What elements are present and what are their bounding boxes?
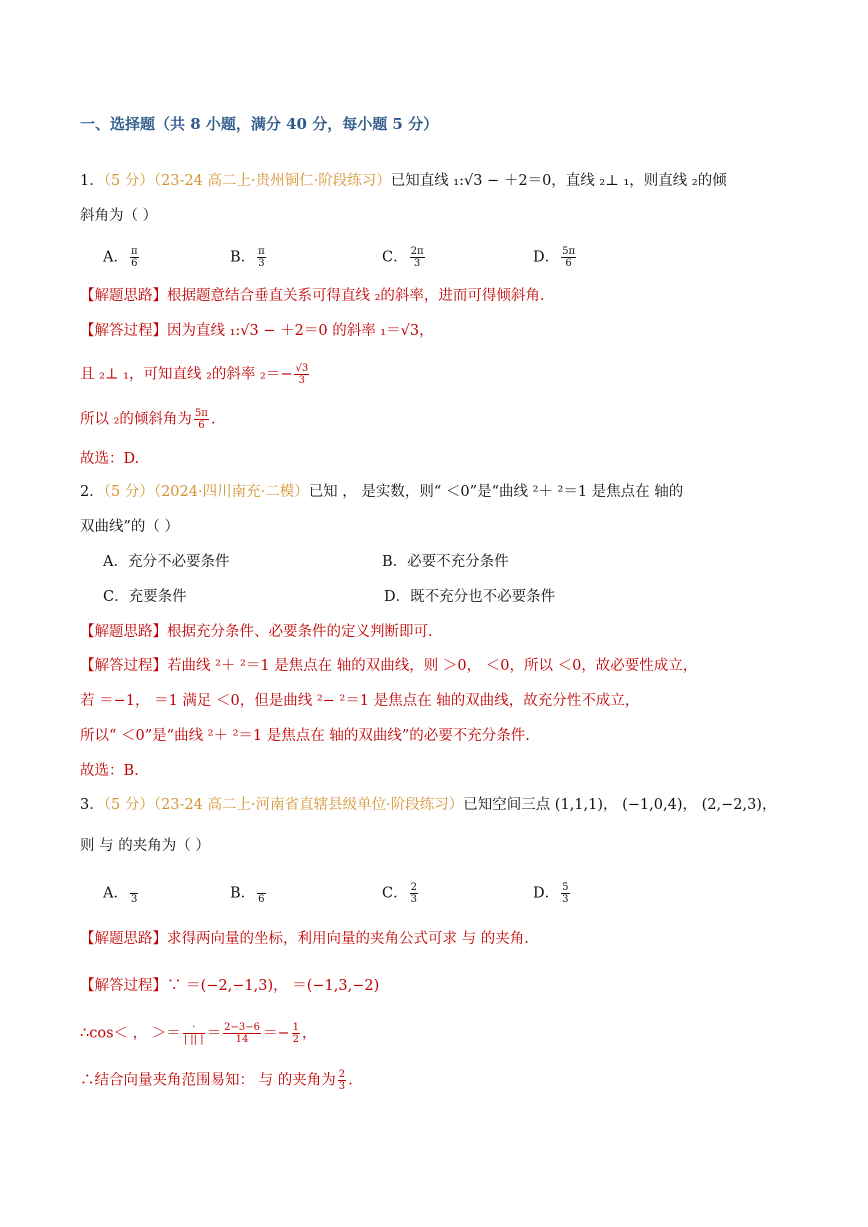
idea-text: 求得两向量的坐标，利用向量的夹角公式可求 与 的夹角. — [167, 931, 529, 947]
q1-option-a[interactable] — [103, 246, 141, 269]
q2-option-d[interactable]: D．既不充分也不必要条件 — [384, 589, 556, 605]
fraction: 3 — [130, 882, 138, 905]
q1-solution-process-2 — [80, 363, 311, 386]
fraction: $\frac{2}{3}$ — [338, 1069, 346, 1092]
process-text: ∴cos＜ ， ＞＝ — [80, 1025, 181, 1042]
process-text: 因为直线 ₁:√3 − ＋2＝0 的斜率 ₁＝√3， — [167, 323, 434, 339]
question-1-stem — [80, 171, 727, 191]
question-1-stem-cont: 斜角为（ ） — [80, 208, 158, 224]
q2-option-c[interactable]: C．充要条件 — [103, 589, 187, 605]
idea-tag: 【解题思路】 — [80, 931, 167, 947]
q3-option-d[interactable] — [533, 882, 572, 905]
q3-option-b[interactable] — [230, 882, 268, 905]
q3-solution-process-1 — [80, 976, 379, 996]
fraction: $\frac{1}{2}$ — [292, 1022, 299, 1045]
process-text: 若曲线 ²＋ ²＝1 是焦点在 轴的双曲线，则 ＞0， ＜0，所以 ＜0，故必要性成立， — [167, 658, 698, 674]
fraction: $\frac{2}{3}$ — [410, 882, 417, 905]
q1-answer: 故选：D. — [80, 451, 140, 467]
idea-text: 根据充分条件、必要条件的定义判断即可. — [167, 624, 433, 640]
q2-solution-process-2: 若 ＝−1， ＝1 满足 ＜0，但是曲线 ²− ²＝1 是焦点在 轴的双曲线，故充分性不成立， — [80, 693, 640, 709]
q2-option-b[interactable]: B．必要不充分条件 — [382, 554, 509, 570]
idea-tag: 【解题思路】 — [80, 288, 167, 304]
fraction: $\frac{\pi}{6}$ — [130, 246, 138, 269]
process-text: 所以 ₂的倾斜角为 — [80, 411, 192, 428]
q2-solution-process-3: 所以“ ＜0”是“曲线 ²＋ ²＝1 是焦点在 轴的双曲线”的必要不充分条件. — [80, 728, 530, 744]
option-label: A． — [103, 885, 128, 902]
section-title: 一、选择题（共 8 小题，满分 40 分，每小题 5 分） — [80, 115, 439, 133]
option-label: B． — [230, 885, 256, 902]
fraction: $\frac{2\pi}{3}$ — [410, 246, 424, 269]
process-text: 且 ₂⊥ ₁，可知直线 ₂的斜率 ₂＝− — [80, 366, 293, 383]
question-2-stem — [80, 482, 683, 502]
process-tag: 【解答过程】 — [80, 323, 167, 339]
q1-solution-process-1 — [80, 321, 434, 341]
q1-option-b[interactable] — [230, 246, 268, 269]
question-number: 2． — [80, 484, 104, 500]
question-text: 已知直线 ₁:√3 − ＋2＝0，直线 ₂⊥ ₁，则直线 ₂的倾 — [390, 173, 727, 189]
option-label: A． — [103, 249, 128, 266]
fraction: $\frac{√3}{3}$ — [295, 363, 309, 386]
fraction: $\frac{5}{3}$ — [562, 882, 569, 905]
q3-option-a[interactable] — [103, 882, 140, 905]
option-label: B． — [230, 249, 256, 266]
q3-option-c[interactable] — [382, 882, 420, 905]
process-tag: 【解答过程】 — [80, 658, 167, 674]
q3-solution-process-2: ∴cos＜ ， ＞＝ $\frac{\cdot}{| || |}$ ＝ $\frac{2-3-6}{14}$ ＝− $\frac{1}{2}$ ， — [80, 1022, 317, 1045]
option-label: D． — [533, 249, 560, 266]
question-3-stem-cont: 则 与 的夹角为（ ） — [80, 838, 210, 854]
idea-text: 根据题意结合垂直关系可得直线 ₂的斜率，进而可得倾斜角. — [167, 288, 545, 304]
question-3-stem — [80, 795, 776, 815]
question-number: 3． — [80, 797, 104, 813]
process-text: ∴结合向量夹角范围易知： 与 的夹角为 — [80, 1072, 336, 1089]
q1-option-c[interactable] — [382, 246, 427, 269]
option-label: D． — [533, 885, 560, 902]
fraction: $\frac{\cdot}{| || |}$ — [183, 1022, 204, 1045]
question-number: 1． — [80, 173, 104, 189]
process-text: ∵ ＝(−2,−1,3)， ＝(−1,3,−2) — [167, 978, 380, 994]
q1-solution-process-3: 所以 ₂的倾斜角为 $\frac{5\pi}{6}$ . — [80, 408, 216, 431]
question-2-stem-cont: 双曲线”的（ ） — [80, 519, 180, 535]
fraction: $\frac{2-3-6}{14}$ — [224, 1022, 260, 1045]
option-label: C． — [382, 249, 408, 266]
question-source: （5 分）（23-24 高二上·河南省直辖县级单位·阶段练习） — [103, 797, 464, 813]
q2-option-a[interactable]: A．充分不必要条件 — [103, 554, 230, 570]
q3-solution-process-3: ∴结合向量夹角范围易知： 与 的夹角为 $\frac{2}{3}$ . — [80, 1069, 353, 1092]
q1-solution-idea — [80, 286, 545, 306]
q2-answer: 故选：B. — [80, 763, 139, 779]
fraction: $\frac{\pi}{3}$ — [258, 246, 265, 269]
option-label: C． — [382, 885, 408, 902]
fraction: 6 — [257, 882, 265, 905]
q3-solution-idea — [80, 929, 529, 949]
q1-option-d[interactable] — [533, 246, 578, 269]
question-text: 已知 ， 是实数，则“ ＜0”是“曲线 ²＋ ²＝1 是焦点在 轴的 — [308, 484, 684, 500]
fraction: $\frac{5\pi}{6}$ — [194, 408, 208, 431]
process-tag: 【解答过程】 — [80, 978, 167, 994]
fraction: $\frac{5\pi}{6}$ — [562, 246, 576, 269]
question-source: （5 分）（2024·四川南充·二模） — [103, 484, 309, 500]
idea-tag: 【解题思路】 — [80, 624, 167, 640]
question-text: 已知空间三点 (1,1,1)， (−1,0,4)， (2,−2,3)， — [463, 797, 777, 813]
q2-solution-idea — [80, 622, 433, 642]
q2-solution-process-1 — [80, 656, 697, 676]
question-source: （5 分）（23-24 高二上·贵州铜仁·阶段练习） — [103, 173, 391, 189]
